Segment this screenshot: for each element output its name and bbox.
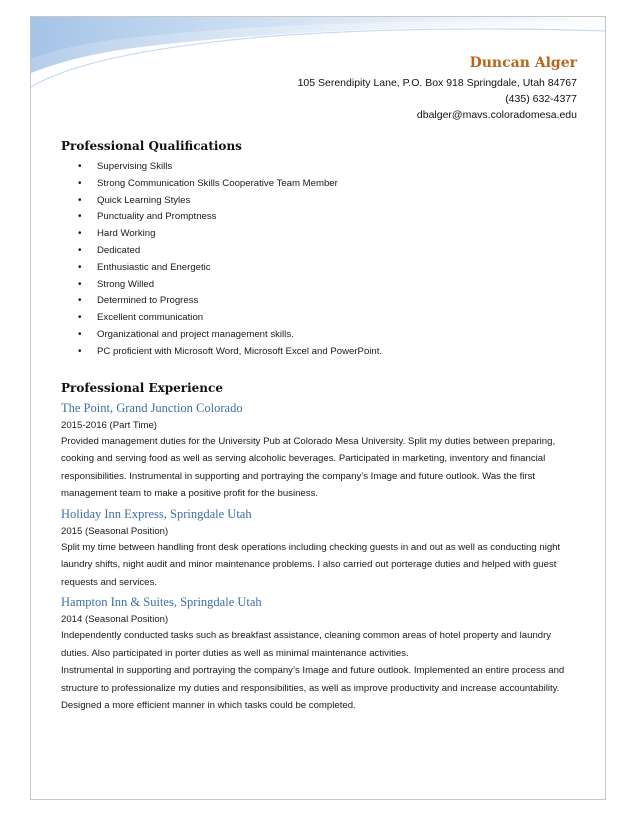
job-entry	[61, 595, 581, 715]
job-description: Provided management duties for the University Pub at Colorado Mesa University. Split my duties between preparing, cooking and serving food as well as serving alcoholic beverages. Participated in marketing, inventory and financial responsibilities. Instrumental in supporting and portraying the company’s Image and future outlook. Was the first management team to make a positive profit for the business.	[61, 435, 556, 500]
job-title: The Point, Grand Junction Colorado	[61, 400, 243, 415]
phone: (435) 632-4377	[505, 93, 577, 105]
resume-page	[30, 16, 606, 800]
qualification-item	[61, 209, 581, 226]
address: 105 Serendipity Lane, P.O. Box 918 Springdale, Utah 84767	[297, 77, 577, 89]
qualification-item	[61, 327, 581, 344]
qualifications-list	[61, 159, 581, 361]
qualifications-heading: Professional Qualifications	[61, 139, 242, 153]
qualification-text: Hard Working	[97, 228, 156, 240]
job-entry	[61, 401, 581, 503]
qualification-item	[61, 260, 581, 277]
experience-list	[61, 401, 581, 715]
qualification-text: PC proficient with Microsoft Word, Microsoft Excel and PowerPoint.	[97, 345, 383, 357]
qualification-text: Enthusiastic and Energetic	[97, 261, 211, 273]
resume-header	[298, 55, 577, 123]
qualification-item	[61, 159, 581, 176]
experience-heading: Professional Experience	[61, 380, 223, 395]
bullet-icon: •	[78, 244, 82, 256]
resume-body	[61, 139, 581, 715]
job-description: Independently conducted tasks such as breakfast assistance, cleaning common areas of hotel property and laundry duties. Also participated in porter duties as well as minimal maintenance activities.	[61, 630, 552, 659]
email: dbalger@mavs.coloradomesa.edu	[416, 109, 577, 121]
qualification-item	[61, 344, 581, 361]
bullet-icon: •	[78, 177, 82, 189]
bullet-icon: •	[78, 295, 82, 307]
qualification-text: Strong Willed	[97, 278, 155, 290]
qualification-item	[61, 193, 581, 210]
qualification-item	[61, 243, 581, 260]
qualification-text: Excellent communication	[97, 312, 204, 324]
bullet-icon: •	[78, 261, 82, 273]
job-date: 2015 (Seasonal Position)	[61, 525, 169, 537]
job-description: Split my time between handling front desk operations including checking guests in and out as well as conducting night laundry shifts, night audit and minor maintenance problems. I also carried out porterage duties and helped with guest requests and services.	[61, 541, 561, 588]
qualification-text: Punctuality and Promptness	[97, 211, 217, 223]
qualification-text: Organizational and project management skills.	[97, 328, 294, 340]
qualification-text: Quick Learning Styles	[97, 194, 191, 206]
job-entry	[61, 507, 581, 592]
qualification-item	[61, 226, 581, 243]
qualification-text: Dedicated	[97, 244, 141, 256]
bullet-icon: •	[78, 161, 82, 172]
qualification-item	[61, 277, 581, 294]
qualification-item	[61, 310, 581, 327]
bullet-icon: •	[78, 194, 82, 206]
job-date: 2014 (Seasonal Position)	[61, 614, 169, 626]
qualification-item	[61, 293, 581, 310]
job-date: 2015-2016 (Part Time)	[61, 419, 157, 431]
qualification-text: Determined to Progress	[97, 295, 199, 307]
candidate-name: Duncan Alger	[469, 55, 577, 71]
job-description: Instrumental in supporting and portraying the company’s Image and future outlook. Implemented an entire process and structure to professionalize my duties and responsibilities, as well as improve productivity and increase accountability. Designed a more efficient manner in which tasks could be completed.	[61, 665, 565, 712]
bullet-icon: •	[78, 278, 82, 290]
job-title: Holiday Inn Express, Springdale Utah	[61, 506, 252, 521]
bullet-icon: •	[78, 211, 82, 223]
bullet-icon: •	[78, 312, 82, 324]
bullet-icon: •	[78, 345, 82, 357]
qualification-item	[61, 176, 581, 193]
qualification-text: Supervising Skills	[97, 161, 173, 172]
job-title: Hampton Inn & Suites, Springdale Utah	[61, 595, 262, 610]
qualification-text: Strong Communication Skills Cooperative Team Member	[97, 177, 338, 189]
bullet-icon: •	[78, 228, 82, 240]
bullet-icon: •	[78, 328, 82, 340]
